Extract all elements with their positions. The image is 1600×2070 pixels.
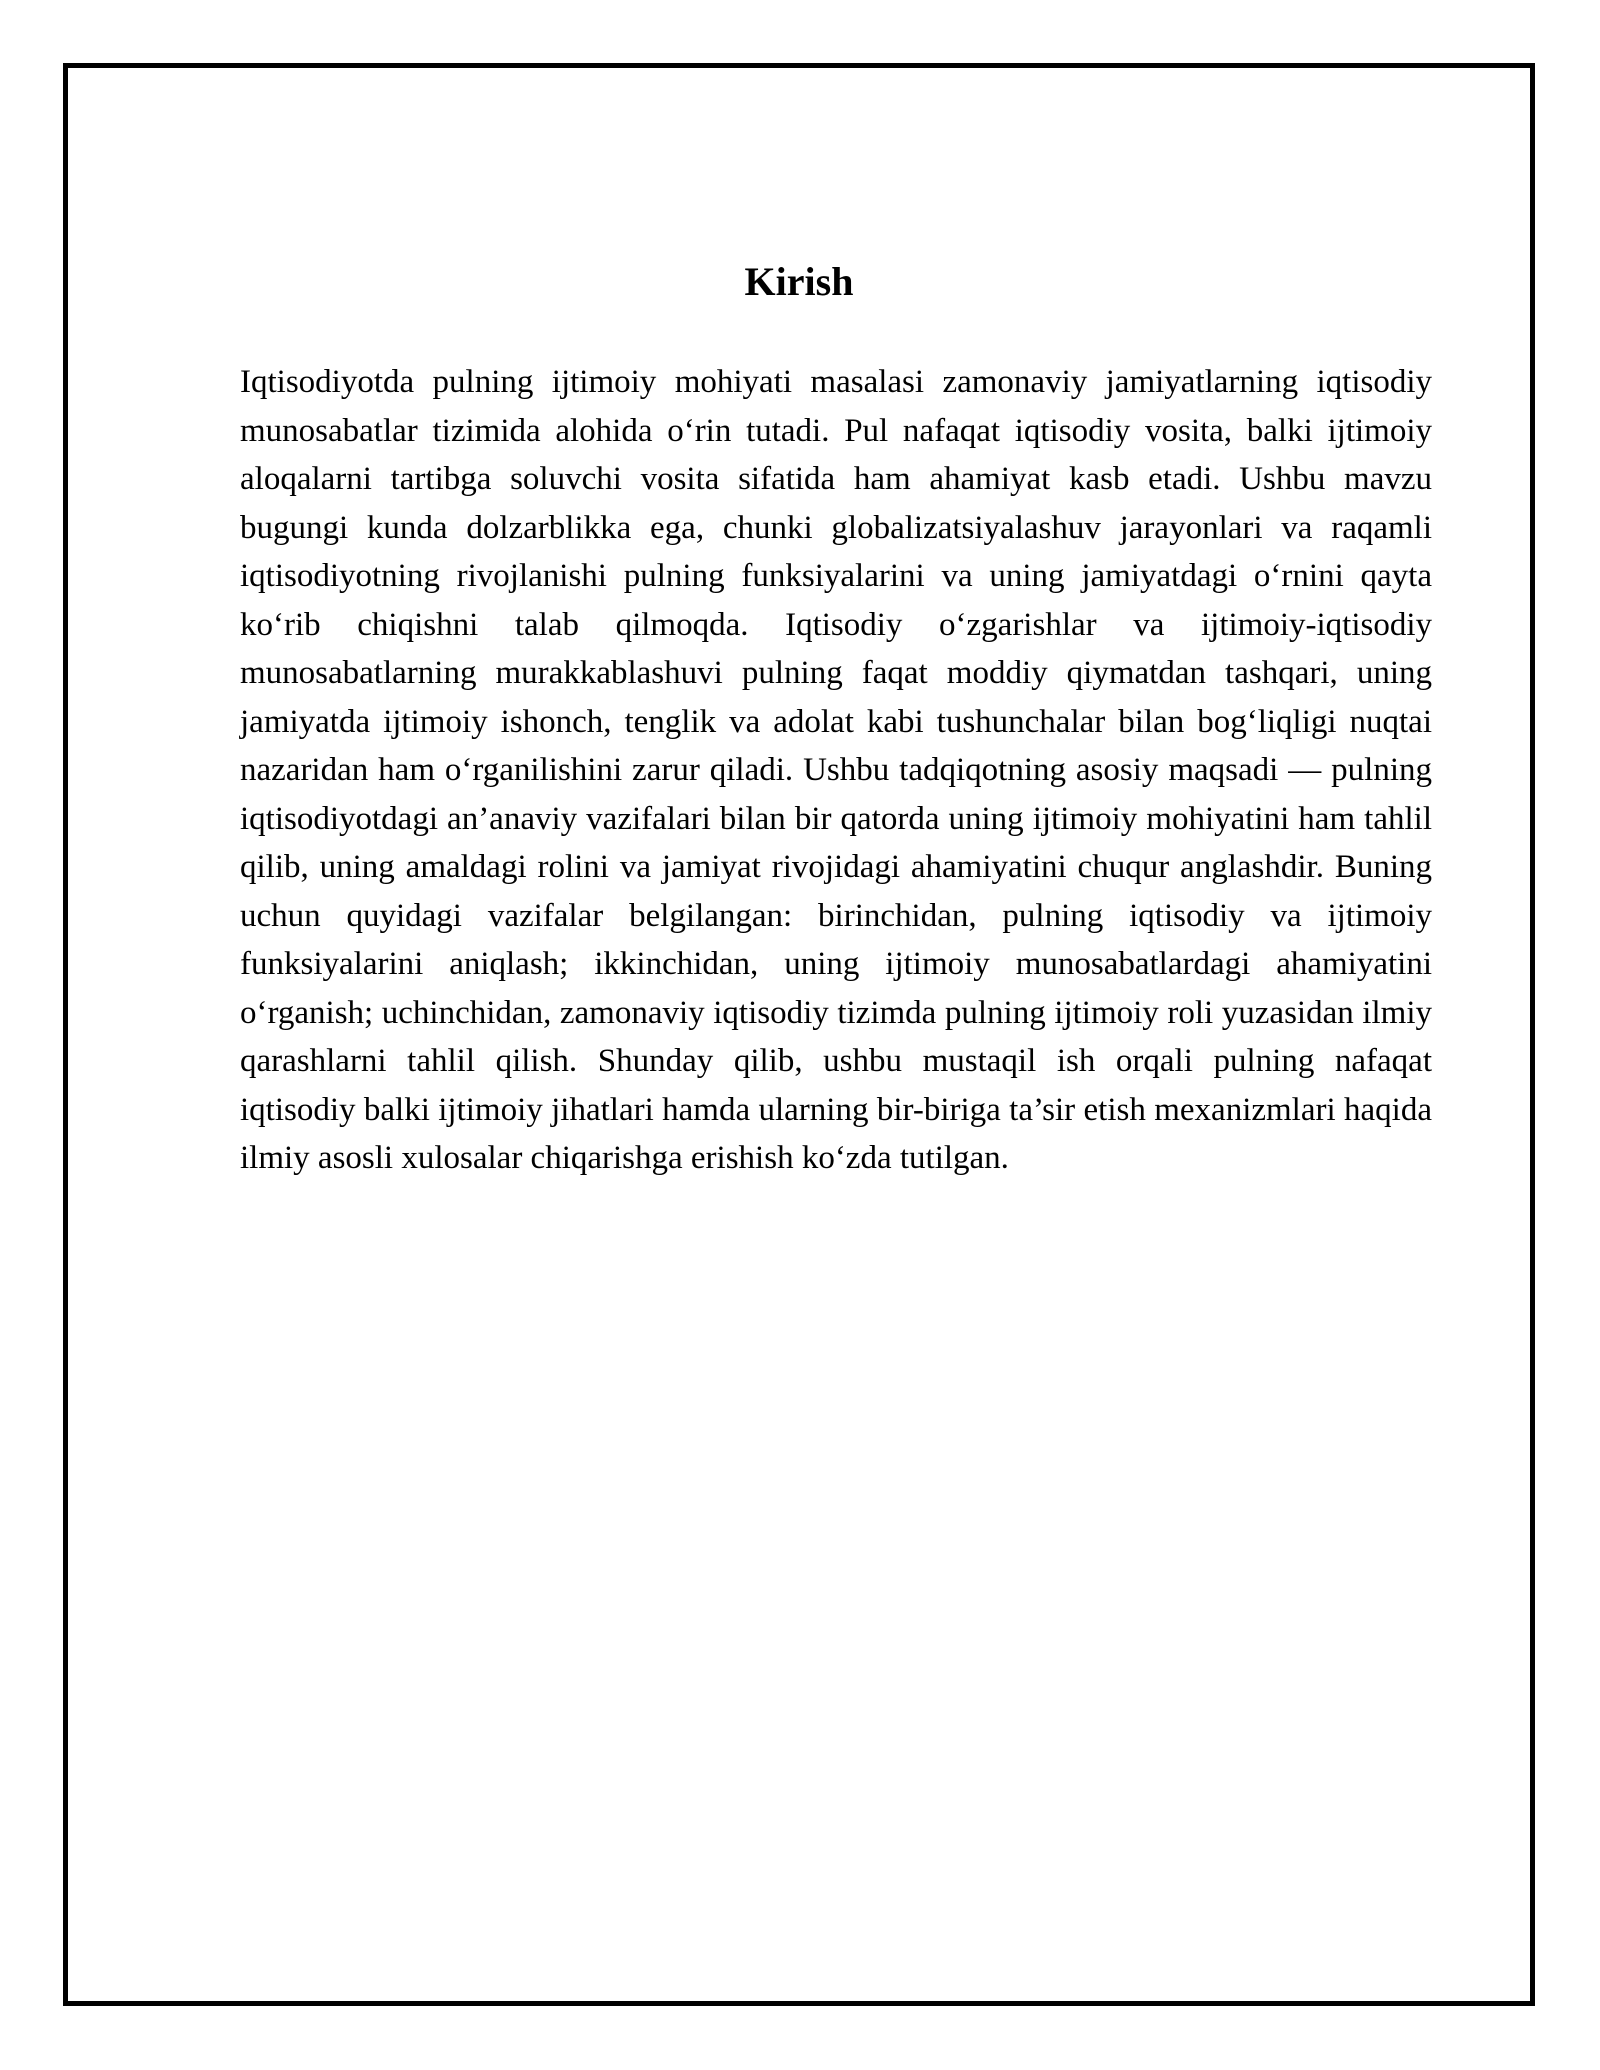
page-border [63,63,1535,2006]
body-paragraph: Iqtisodiyotda pulning ijtimoiy mohiyati masalasi zamonaviy jamiyatlarning iqtisodiy munosabatlar tizimida alohida oʻrin tutadi. Pul nafaqat iqtisodiy vosita, balki ijtimoiy aloqalarni tartibga soluvchi vosita sifatida ham ahamiyat kasb etadi. Ushbu mavzu bugungi kunda dolzarblikka ega, chunki globalizatsiyalashuv jarayonlari va raqamli iqtisodiyotning rivojlanishi pulning funksiyalarini va uning jamiyatdagi oʻrnini qayta koʻrib chiqishni talab qilmoqda. Iqtisodiy oʻzgarishlar va ijtimoiy-iqtisodiy munosabatlarning murakkablashuvi pulning faqat moddiy qiymatdan tashqari, uning jamiyatda ijtimoiy ishonch, tenglik va adolat kabi tushunchalar bilan bogʻliqligi nuqtai nazaridan ham oʻrganilishini zarur qiladi. Ushbu tadqiqotning asosiy maqsadi — pulning iqtisodiyotdagi an’anaviy vazifalari bilan bir qatorda uning ijtimoiy mohiyatini ham tahlil qilib, uning amaldagi rolini va jamiyat rivojidagi ahamiyatini chuqur anglashdir. Buning uchun quyidagi vazifalar belgilangan: birinchidan, pulning iqtisodiy va ijtimoiy funksiyalarini aniqlash; ikkinchidan, uning ijtimoiy munosabatlardagi ahamiyatini oʻrganish; uchinchidan, zamonaviy iqtisodiy tizimda pulning ijtimoiy roli yuzasidan ilmiy qarashlarni tahlil qilish. Shunday qilib, ushbu mustaqil ish orqali pulning nafaqat iqtisodiy balki ijtimoiy jihatlari hamda ularning bir-biriga ta’sir etish mexanizmlari haqida ilmiy asosli xulosalar chiqarishga erishish koʻzda tutilgan. [240,364,1432,1176]
page-title: Kirish [744,259,854,304]
